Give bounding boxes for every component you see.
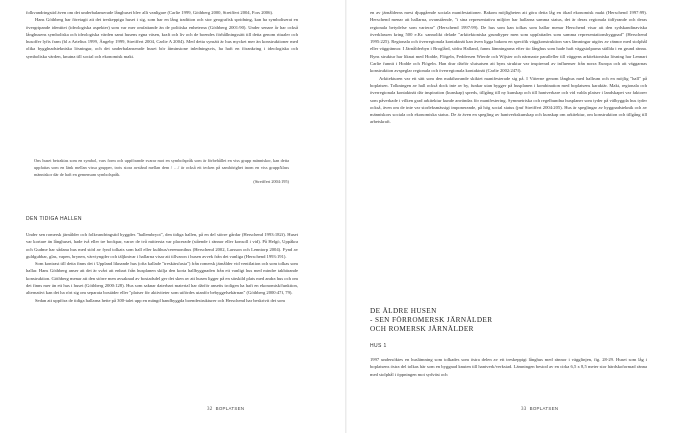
right-text-top: [370, 9, 647, 126]
page-number: 32: [207, 407, 213, 412]
chapter-heading: [370, 307, 650, 334]
paragraph: Som kontrast till detta finns det i Uppland liknande hus (ofta kallade "treskärsfasta") från romersk järnålder vid ventilation och som tolkas som hallar. Hans Göthberg anser att det är svårt att enbart från husplanen skilja den korta hallbyggnaden från ett vanligt hus med mindre takbärande konstruktion. Göthberg menar att den större men avsaknad av bostadsdel ger det sken av att husen ligger på en särskild plats med andra hus och om det finns mer än ett hus i huset (Göthberg 2000:128). Hus som saknar daterbart material har därför ansetts troligen ha haft en ekonomisk/funktion, alternativt kan det ha rört sig om separata bostäder eller "platser för aktiviteter som utfördes utanför bebyggelsekärnan" (Göthberg 2000:47f, 79).: [26, 261, 298, 296]
block-quote-citation: (Streiffert 2004:195): [253, 178, 289, 184]
left-page: [0, 0, 345, 433]
running-footer: BOPLATSEN: [529, 406, 559, 411]
block-quote: [34, 158, 289, 186]
section-heading: DEN TIDIGA HALLEN: [26, 216, 82, 222]
paragraph: 1997 undersöktes en huslämning som tolkades som östra delen av ett treskeppigt långhus med rännor i vägglinjen, fig. 28-29. Huset som låg i boplatsens östra del tolkas här som en byggnad knuten till hantverk/verkstad. Lämningen bestod av en cirka 6,5 x 8,5 meter stor härdskoformad ränna med stolphål i öppningen mot sydväst och: [370, 357, 647, 377]
right-page: [347, 0, 692, 433]
section-heading: HUS 1: [370, 343, 387, 349]
page-footer: [207, 406, 244, 412]
paragraph: folkvandringstid även om det underbalanserade långhuset blev allt vanligare (Carlie 1999, Göthberg 2000, Streiffert 2004, Fors 2006).: [26, 10, 274, 15]
paragraph: Arkitekturen var ett sätt som den makthavande skiktet manifesterade sig på. I Vitterne genom långhus med hallrum och en möjlig "hall" på boplatsen. Tolkningen av hall också dock inte av by, funkar utan bygger på husplanen i kombination med boplatsens karaktär. Makt, regionala och överregionala kontaktnät där inspiration (kunskap) spreds, tillgång till ny kunskap och till hantverkare och vid valda platser i landskapet var faktorer som påverkade i vilken grad arkitektur kunde användas för manifestering. Symmetriska och regelbundna husplaner som tyder på välbyggda hus tyder också, även om de inte var storleksmässigt imponerande, på hög social status (jmf Streiffert 2004:205). Hus är speglingar av byggnadsteknik och av människors sociala och ekonomiska status. De är även en spegling av hantverkskunskap och kunskap om arkitektur, om konstruktion och tillgång till arbetskraft.: [370, 75, 647, 125]
page-number: 33: [521, 407, 527, 412]
chapter-heading-line: DE ÄLDRE HUSEN: [370, 307, 437, 315]
left-text-bottom: [26, 231, 298, 304]
running-footer: BOPLATSEN: [215, 406, 245, 411]
chapter-heading-line: OCH ROMERSK JÄRNÅLDER: [370, 325, 474, 333]
paragraph: Under sen romersk järnålder och folkvandringstid byggdes "hallembryot", den tidiga hallen, på en del större gårdar (Herschend 1993:182f). Huset var kortare än långhuset, hade två eller tre bockpar, varav de två mittersta var placerade (stående i rännor eller konsoll i vid). På Helgö, Uppåkra och Gudme har sådana hus med stöd av fynd tolkats som hall eller kulthus/ceremonihus (Herschend 2002, Larsson och Lenntorp 2004). Fynd av guldgubbar, glas, vapen, brynen, värvtyngder och täljknivar i hallarna visar att tillvaron i husen avvek från det vanliga (Herschend 1993:191).: [26, 232, 298, 259]
left-text-top: [26, 9, 298, 60]
paragraph: en av järnålderns mest djupgående sociala manifestationer. Bakom möjligheten att göra detta låg en ökad ekonomisk makt (Herschend 1997:99). Herschend menar att hallarna, ovanstående, "i sina representativa miljöer har hallarna samma status, det är deras regionala tidfyrande och deras regionala betydelse som varierar" (Herschend 1997:99). De hus som kan tolkas som hallar menar Herschend visar att den sydskandinaviska överklassen kring 500 e.Kr. sannolikt delade "arkitektoniska grundtyper men som uppfattades som samma representationsbyggnad" (Herschend 1995:225). Regionala och överregionala kontaktnät kan även ligga bakom en specifik väggkonstruktion vars lämningar utgörs av rännor med stolphål eller väggrännor. I Järnålderbyn i Broglård, södra Halland, fanns lämningarna efter tio långhus som hade haft väggstolparna ställda i en grund ränna. Byns struktur har liknat med Hodde, Flögeln, Feddersen Wierde och Wijster och närmaste paralleller till väggens arkitektoniska lösning har Lennart Carlie funnit i Hodde och Flögeln. Han drar därför slutsatsen att byns struktur var inspirerad av influenser från norra Europa och att väggarnas konstruktion avspeglar regionala och överregionala kontaktnät (Carlie 2002:247f).: [370, 10, 647, 74]
chapter-heading-line: - SEN FÖRROMERSK JÄRNÅLDER: [370, 316, 493, 324]
page-footer: [521, 406, 558, 412]
right-text-bottom: [370, 356, 647, 378]
block-quote-text: Ons huset betraktas som en symbol, vars form och uppförande svarar mot en symbolspråk som är förbehållet en viss grupp människor, kan detta uppfattas som en länk mellan vissa grupper, trots stora avstånd mellan dem / …/ är också ett tecken på samhörighet inom en viss grupp/klass människor där de haft en gemensam symbolspråk.: [34, 158, 289, 177]
paragraph: Hans Göthberg har företagit att det treskeppiga huset i sig, som har en lång tradition och stor geografisk spridning, kan ha symboliserat en övergripande identitet (ideologiska aspekter) som var mer omfattande än de politiska enheterna (Göthberg 2001:90). Under senare år har också långhusens symboliska och ideologiska värden samt husens egna väsen, kraft och liv och de boendes förhållningssätt till detta genom ritualer och husoffer lyfts fram (bl a Artelius 1999, Ängeby 1999, Streiffert 2004, Carlie A 2004). Med detta synsätt är hus mycket mer än konstruktioner med olika bygglnadstekniska lösningar, och det underbalanserade huset bör åtminstone inledningsvis, ha haft en förankring i ideologiska och symboliska värden, knutna till social och ekonomisk makt.: [26, 17, 298, 59]
paragraph: Sedan att uppföra de tidiga hallarna hette på 300-talet upp en mängd handbyggda boendestrukturer och Herschend har beskrivit det som: [35, 297, 285, 303]
